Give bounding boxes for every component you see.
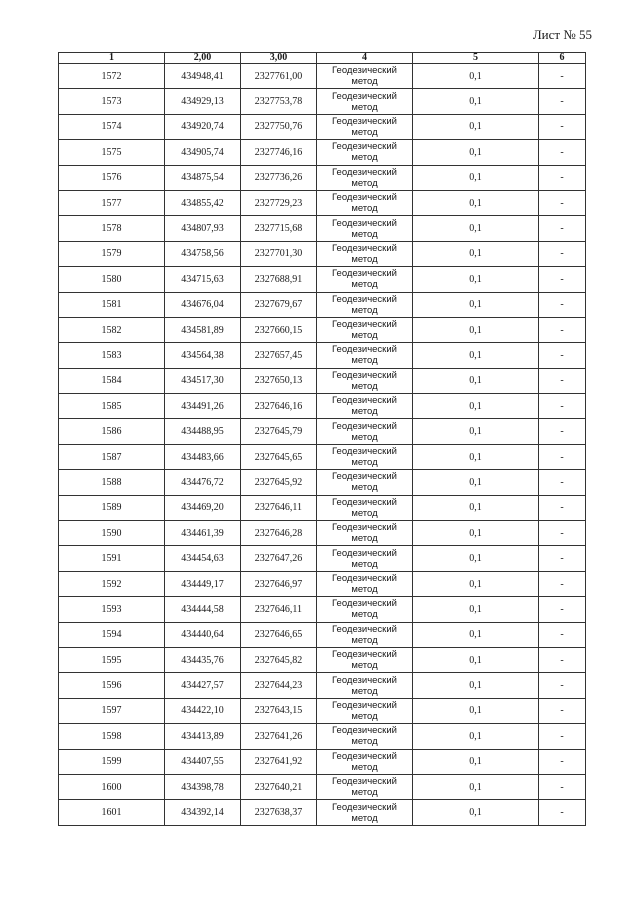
method-cell: [317, 114, 413, 139]
accuracy-cell: 0,1: [413, 724, 539, 749]
x-coordinate-cell: 434444,58: [165, 597, 241, 622]
y-coordinate-cell: 2327688,91: [241, 267, 317, 292]
point-number-cell: 1580: [59, 267, 165, 292]
y-coordinate-cell: 2327729,23: [241, 190, 317, 215]
method-cell: [317, 470, 413, 495]
table-row: [59, 292, 586, 317]
point-number-cell: 1585: [59, 394, 165, 419]
table-row: [59, 190, 586, 215]
method-line-2: метод: [351, 203, 378, 215]
column-header-method: 4: [317, 53, 413, 64]
x-coordinate-cell: 434454,63: [165, 546, 241, 571]
point-number-cell: 1594: [59, 622, 165, 647]
method-line-1: Геодезический: [332, 623, 397, 635]
x-coordinate-cell: 434905,74: [165, 140, 241, 165]
note-cell: -: [539, 241, 586, 266]
y-coordinate-cell: 2327645,65: [241, 444, 317, 469]
method-line-1: Геодезический: [332, 344, 397, 356]
method-line-2: метод: [351, 152, 378, 164]
method-line-2: метод: [351, 812, 378, 824]
point-number-cell: 1587: [59, 444, 165, 469]
point-number-cell: 1586: [59, 419, 165, 444]
method-line-2: метод: [351, 76, 378, 88]
point-number-cell: 1578: [59, 216, 165, 241]
x-coordinate-cell: 434715,63: [165, 267, 241, 292]
method-cell: [317, 140, 413, 165]
y-coordinate-cell: 2327643,15: [241, 698, 317, 723]
accuracy-cell: 0,1: [413, 521, 539, 546]
point-number-cell: 1574: [59, 114, 165, 139]
accuracy-cell: 0,1: [413, 673, 539, 698]
note-cell: -: [539, 368, 586, 393]
note-cell: -: [539, 800, 586, 825]
accuracy-cell: 0,1: [413, 241, 539, 266]
note-cell: -: [539, 394, 586, 419]
accuracy-cell: 0,1: [413, 165, 539, 190]
method-line-1: Геодезический: [332, 598, 397, 610]
note-cell: -: [539, 444, 586, 469]
note-cell: -: [539, 597, 586, 622]
method-line-2: метод: [351, 406, 378, 418]
method-cell: [317, 673, 413, 698]
method-line-1: Геодезический: [332, 674, 397, 686]
method-cell: [317, 89, 413, 114]
table-row: [59, 749, 586, 774]
table-row: [59, 546, 586, 571]
method-cell: [317, 368, 413, 393]
accuracy-cell: 0,1: [413, 419, 539, 444]
table-row: [59, 89, 586, 114]
accuracy-cell: 0,1: [413, 622, 539, 647]
method-line-2: метод: [351, 380, 378, 392]
y-coordinate-cell: 2327715,68: [241, 216, 317, 241]
accuracy-cell: 0,1: [413, 647, 539, 672]
point-number-cell: 1575: [59, 140, 165, 165]
y-coordinate-cell: 2327679,67: [241, 292, 317, 317]
point-number-cell: 1592: [59, 571, 165, 596]
method-cell: [317, 165, 413, 190]
method-cell: [317, 724, 413, 749]
note-cell: -: [539, 343, 586, 368]
x-coordinate-cell: 434517,30: [165, 368, 241, 393]
method-cell: [317, 216, 413, 241]
accuracy-cell: 0,1: [413, 267, 539, 292]
method-line-1: Геодезический: [332, 776, 397, 788]
note-cell: -: [539, 267, 586, 292]
note-cell: -: [539, 292, 586, 317]
y-coordinate-cell: 2327640,21: [241, 774, 317, 799]
y-coordinate-cell: 2327657,45: [241, 343, 317, 368]
method-line-2: метод: [351, 279, 378, 291]
method-line-2: метод: [351, 482, 378, 494]
y-coordinate-cell: 2327646,65: [241, 622, 317, 647]
x-coordinate-cell: 434413,89: [165, 724, 241, 749]
y-coordinate-cell: 2327645,92: [241, 470, 317, 495]
method-cell: [317, 343, 413, 368]
table-row: [59, 800, 586, 825]
method-cell: [317, 241, 413, 266]
table-row: [59, 673, 586, 698]
method-line-2: метод: [351, 609, 378, 621]
table-row: [59, 317, 586, 342]
method-line-1: Геодезический: [332, 547, 397, 559]
accuracy-cell: 0,1: [413, 343, 539, 368]
y-coordinate-cell: 2327701,30: [241, 241, 317, 266]
point-number-cell: 1577: [59, 190, 165, 215]
method-line-2: метод: [351, 253, 378, 265]
method-cell: [317, 774, 413, 799]
x-coordinate-cell: 434407,55: [165, 749, 241, 774]
accuracy-cell: 0,1: [413, 749, 539, 774]
table-row: [59, 470, 586, 495]
x-coordinate-cell: 434427,57: [165, 673, 241, 698]
note-cell: -: [539, 521, 586, 546]
method-line-2: метод: [351, 710, 378, 722]
x-coordinate-cell: 434875,54: [165, 165, 241, 190]
method-cell: [317, 521, 413, 546]
point-number-cell: 1572: [59, 64, 165, 89]
method-line-2: метод: [351, 126, 378, 138]
point-number-cell: 1579: [59, 241, 165, 266]
accuracy-cell: 0,1: [413, 317, 539, 342]
method-cell: [317, 317, 413, 342]
point-number-cell: 1573: [59, 89, 165, 114]
point-number-cell: 1595: [59, 647, 165, 672]
table-row: [59, 64, 586, 89]
accuracy-cell: 0,1: [413, 368, 539, 393]
method-line-1: Геодезический: [332, 649, 397, 661]
method-cell: [317, 546, 413, 571]
table-row: [59, 140, 586, 165]
x-coordinate-cell: 434469,20: [165, 495, 241, 520]
x-coordinate-cell: 434581,89: [165, 317, 241, 342]
x-coordinate-cell: 434461,39: [165, 521, 241, 546]
accuracy-cell: 0,1: [413, 698, 539, 723]
coordinates-table: [58, 52, 586, 826]
method-cell: [317, 749, 413, 774]
point-number-cell: 1596: [59, 673, 165, 698]
x-coordinate-cell: 434491,26: [165, 394, 241, 419]
accuracy-cell: 0,1: [413, 546, 539, 571]
method-line-1: Геодезический: [332, 573, 397, 584]
accuracy-cell: 0,1: [413, 140, 539, 165]
method-line-2: метод: [351, 584, 378, 595]
method-line-1: Геодезический: [332, 801, 397, 813]
y-coordinate-cell: 2327650,13: [241, 368, 317, 393]
point-number-cell: 1601: [59, 800, 165, 825]
point-number-cell: 1589: [59, 495, 165, 520]
note-cell: -: [539, 571, 586, 596]
method-line-2: метод: [351, 507, 378, 519]
method-line-1: Геодезический: [332, 192, 397, 204]
method-line-1: Геодезический: [332, 369, 397, 381]
x-coordinate-cell: 434758,56: [165, 241, 241, 266]
method-line-1: Геодезический: [332, 217, 397, 229]
y-coordinate-cell: 2327646,16: [241, 394, 317, 419]
method-line-1: Геодезический: [332, 750, 397, 762]
note-cell: -: [539, 698, 586, 723]
accuracy-cell: 0,1: [413, 495, 539, 520]
accuracy-cell: 0,1: [413, 444, 539, 469]
accuracy-cell: 0,1: [413, 89, 539, 114]
x-coordinate-cell: 434440,64: [165, 622, 241, 647]
column-header-point: 1: [59, 53, 165, 64]
method-line-2: метод: [351, 457, 378, 469]
y-coordinate-cell: 2327750,76: [241, 114, 317, 139]
point-number-cell: 1584: [59, 368, 165, 393]
x-coordinate-cell: 434948,41: [165, 64, 241, 89]
method-line-2: метод: [351, 761, 378, 773]
table-row: [59, 647, 586, 672]
method-cell: [317, 800, 413, 825]
table-row: [59, 114, 586, 139]
x-coordinate-cell: 434422,10: [165, 698, 241, 723]
method-line-1: Геодезический: [332, 446, 397, 458]
y-coordinate-cell: 2327646,28: [241, 521, 317, 546]
note-cell: -: [539, 622, 586, 647]
y-coordinate-cell: 2327660,15: [241, 317, 317, 342]
y-coordinate-cell: 2327753,78: [241, 89, 317, 114]
accuracy-cell: 0,1: [413, 800, 539, 825]
y-coordinate-cell: 2327641,92: [241, 749, 317, 774]
column-header-y: 3,00: [241, 53, 317, 64]
x-coordinate-cell: 434855,42: [165, 190, 241, 215]
method-line-2: метод: [351, 634, 378, 646]
method-line-2: метод: [351, 228, 378, 240]
table-row: [59, 444, 586, 469]
method-line-2: метод: [351, 101, 378, 113]
x-coordinate-cell: 434435,76: [165, 647, 241, 672]
note-cell: -: [539, 190, 586, 215]
method-line-1: Геодезический: [332, 725, 397, 737]
note-cell: -: [539, 419, 586, 444]
point-number-cell: 1598: [59, 724, 165, 749]
table-row: [59, 165, 586, 190]
table-row: [59, 622, 586, 647]
x-coordinate-cell: 434564,38: [165, 343, 241, 368]
y-coordinate-cell: 2327736,26: [241, 165, 317, 190]
point-number-cell: 1599: [59, 749, 165, 774]
note-cell: -: [539, 114, 586, 139]
point-number-cell: 1582: [59, 317, 165, 342]
y-coordinate-cell: 2327646,97: [241, 571, 317, 596]
method-line-1: Геодезический: [332, 319, 397, 331]
point-number-cell: 1597: [59, 698, 165, 723]
method-line-2: метод: [351, 177, 378, 189]
note-cell: -: [539, 724, 586, 749]
method-line-2: метод: [351, 787, 378, 799]
method-line-1: Геодезический: [332, 141, 397, 153]
y-coordinate-cell: 2327638,37: [241, 800, 317, 825]
y-coordinate-cell: 2327647,26: [241, 546, 317, 571]
x-coordinate-cell: 434476,72: [165, 470, 241, 495]
y-coordinate-cell: 2327644,23: [241, 673, 317, 698]
sheet-number: Лист № 55: [532, 27, 592, 42]
y-coordinate-cell: 2327646,11: [241, 495, 317, 520]
method-cell: [317, 444, 413, 469]
accuracy-cell: 0,1: [413, 597, 539, 622]
method-line-1: Геодезический: [332, 293, 397, 305]
point-number-cell: 1590: [59, 521, 165, 546]
method-cell: [317, 622, 413, 647]
point-number-cell: 1583: [59, 343, 165, 368]
table-row: [59, 495, 586, 520]
method-line-1: Геодезический: [332, 242, 397, 254]
table-row: [59, 343, 586, 368]
method-line-1: Геодезический: [332, 699, 397, 711]
method-cell: [317, 495, 413, 520]
accuracy-cell: 0,1: [413, 216, 539, 241]
y-coordinate-cell: 2327646,11: [241, 597, 317, 622]
x-coordinate-cell: 434449,17: [165, 571, 241, 596]
method-line-1: Геодезический: [332, 471, 397, 483]
note-cell: -: [539, 64, 586, 89]
method-cell: [317, 698, 413, 723]
method-line-1: Геодезический: [332, 115, 397, 127]
table-row: [59, 571, 586, 596]
method-line-1: Геодезический: [332, 268, 397, 280]
accuracy-cell: 0,1: [413, 64, 539, 89]
y-coordinate-cell: 2327641,26: [241, 724, 317, 749]
method-line-1: Геодезический: [332, 395, 397, 407]
method-line-2: метод: [351, 660, 378, 672]
method-line-2: метод: [351, 304, 378, 316]
point-number-cell: 1591: [59, 546, 165, 571]
column-header-accuracy: 5: [413, 53, 539, 64]
y-coordinate-cell: 2327761,00: [241, 64, 317, 89]
note-cell: -: [539, 546, 586, 571]
note-cell: -: [539, 317, 586, 342]
accuracy-cell: 0,1: [413, 774, 539, 799]
method-cell: [317, 190, 413, 215]
method-line-2: метод: [351, 736, 378, 748]
note-cell: -: [539, 140, 586, 165]
table-row: [59, 394, 586, 419]
x-coordinate-cell: 434920,74: [165, 114, 241, 139]
y-coordinate-cell: 2327645,82: [241, 647, 317, 672]
method-line-1: Геодезический: [332, 65, 397, 77]
point-number-cell: 1576: [59, 165, 165, 190]
accuracy-cell: 0,1: [413, 394, 539, 419]
note-cell: -: [539, 495, 586, 520]
table-row: [59, 241, 586, 266]
x-coordinate-cell: 434483,66: [165, 444, 241, 469]
method-line-2: метод: [351, 330, 378, 342]
note-cell: -: [539, 89, 586, 114]
method-cell: [317, 571, 413, 596]
x-coordinate-cell: 434488,95: [165, 419, 241, 444]
method-cell: [317, 647, 413, 672]
method-cell: [317, 64, 413, 89]
method-line-1: Геодезический: [332, 496, 397, 508]
y-coordinate-cell: 2327746,16: [241, 140, 317, 165]
method-line-2: метод: [351, 355, 378, 367]
note-cell: -: [539, 673, 586, 698]
x-coordinate-cell: 434929,13: [165, 89, 241, 114]
table-row: [59, 267, 586, 292]
note-cell: -: [539, 216, 586, 241]
table-row: [59, 774, 586, 799]
table-row: [59, 724, 586, 749]
method-line-2: метод: [351, 533, 378, 545]
column-header-x: 2,00: [165, 53, 241, 64]
method-line-1: Геодезический: [332, 166, 397, 178]
x-coordinate-cell: 434398,78: [165, 774, 241, 799]
table-row: [59, 521, 586, 546]
table-row: [59, 698, 586, 723]
method-cell: [317, 267, 413, 292]
note-cell: -: [539, 470, 586, 495]
method-line-2: метод: [351, 558, 378, 570]
table-row: [59, 597, 586, 622]
note-cell: -: [539, 749, 586, 774]
method-line-1: Геодезический: [332, 522, 397, 534]
accuracy-cell: 0,1: [413, 114, 539, 139]
accuracy-cell: 0,1: [413, 292, 539, 317]
x-coordinate-cell: 434392,14: [165, 800, 241, 825]
method-line-1: Геодезический: [332, 90, 397, 102]
method-cell: [317, 292, 413, 317]
note-cell: -: [539, 774, 586, 799]
table-row: [59, 419, 586, 444]
point-number-cell: 1593: [59, 597, 165, 622]
table-row: [59, 216, 586, 241]
accuracy-cell: 0,1: [413, 470, 539, 495]
x-coordinate-cell: 434676,04: [165, 292, 241, 317]
table-row: [59, 368, 586, 393]
note-cell: -: [539, 165, 586, 190]
method-cell: [317, 394, 413, 419]
note-cell: -: [539, 647, 586, 672]
column-header-note: 6: [539, 53, 586, 64]
method-line-2: метод: [351, 685, 378, 697]
method-cell: [317, 419, 413, 444]
method-line-2: метод: [351, 431, 378, 443]
x-coordinate-cell: 434807,93: [165, 216, 241, 241]
method-line-1: Геодезический: [332, 420, 397, 432]
accuracy-cell: 0,1: [413, 190, 539, 215]
point-number-cell: 1588: [59, 470, 165, 495]
y-coordinate-cell: 2327645,79: [241, 419, 317, 444]
method-cell: [317, 597, 413, 622]
point-number-cell: 1600: [59, 774, 165, 799]
accuracy-cell: 0,1: [413, 571, 539, 596]
table-header-row: [59, 53, 586, 64]
point-number-cell: 1581: [59, 292, 165, 317]
